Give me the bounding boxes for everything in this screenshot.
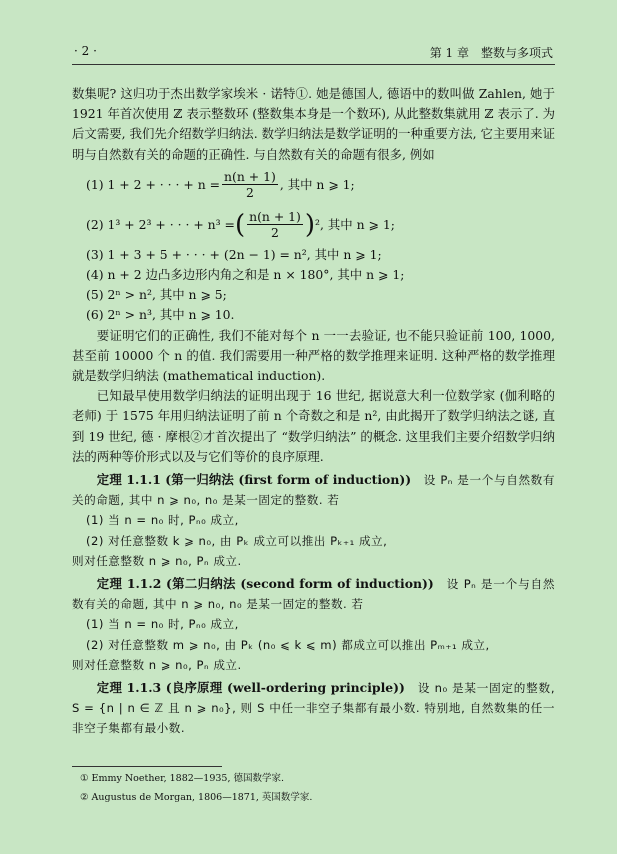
theorem-1-condition-2: (2) 对任意整数 k ⩾ n₀, 由 Pₖ 成立可以推出 Pₖ₊₁ 成立, [86, 533, 388, 548]
header-rule [72, 64, 555, 65]
paragraph-2: 要证明它们的正确性, 我们不能对每个 n 一一去验证, 也不能只验证前 100, 1000, 甚至前 10000 个 n 的值. 我们需要用一种严格的数学推理来证明. 这种严格的数学推理就是数学归纳法 (mathematical induction). [72, 327, 555, 384]
paragraph-3: 已知最早使用数学归纳法的证明出现于 16 世纪, 据说意大利一位数学家 (伽利略的老师) 于 1575 年用归纳法证明了前 n 个奇数之和是 n², 由此揭开了数学归纳法之谜, 直到 19 世纪, 德 · 摩根②才首次提出了 “数学归纳法” 的概念. 这里我们主要介绍数学归纳法的两种等价形式以及与它们等价的良序原理. [72, 388, 555, 464]
theorem-1-text: 设 Pₙ 是一个与自然数有关的命题, 其中 n ⩾ n₀, n₀ 是某一固定的整数. 若 [72, 473, 556, 508]
page-number: · 2 · [74, 44, 97, 58]
theorem-1 [72, 470, 555, 571]
right-paren: ) [304, 209, 316, 240]
footnote-1: ① Emmy Noether, 1882—1935, 德国数学家. [80, 773, 285, 784]
theorem-1-conclusion: 则对任意整数 n ⩾ n₀, Pₙ 成立. [72, 553, 242, 568]
example-5: (5) 2ⁿ > n², 其中 n ⩾ 5; [86, 287, 227, 303]
theorem-1-condition-1: (1) 当 n = n₀ 时, Pₙ₀ 成立, [86, 513, 239, 528]
footnote-rule [72, 766, 222, 767]
theorem-2-conclusion: 则对任意整数 n ⩾ n₀, Pₙ 成立. [72, 657, 242, 672]
fraction: $\frac{n(n + 1)}{2}$ [249, 209, 301, 241]
theorem-3 [72, 678, 555, 739]
left-paren: ( [234, 209, 246, 240]
main-text [72, 84, 555, 739]
example-2: (2) 1³ + 2³ + · · · + n³ = ( $\frac{n(n + 1)}{2}$ ) ², 其中 n ⩾ 1; [86, 209, 395, 241]
fraction: $\frac{n(n + 1)}{2}$ [224, 169, 276, 201]
theorem-2-condition-2: (2) 对任意整数 m ⩾ n₀, 由 Pₖ (n₀ ⩽ k ⩽ m) 都成立可以推出 Pₘ₊₁ 成立, [86, 637, 490, 652]
example-3: (3) 1 + 3 + 5 + · · · + (2n − 1) = n², 其中 n ⩾ 1; [86, 246, 382, 262]
intro-paragraph: 数集呢? 这归功于杰出数学家埃米 · 诺特①. 她是德国人, 德语中的数叫做 Zahlen, 她于 1921 年首次使用 ℤ 表示整数环 (整数集本身是一个数环), 从此整数集就用 ℤ 表示了. 为后文需要, 我们先介绍数学归纳法. 数学归纳法是数学证明的一种重要方法, 它主要用来证明与自然数有关的命题的正确性. 与自然数有关的命题有很多, 例如 [72, 86, 555, 162]
theorem-2-title: 定理 1.1.2 (第二归纳法 (second form of induction)) [96, 576, 434, 592]
example-1: (1) 1 + 2 + · · · + n = $\frac{n(n + 1)}{2}$ , 其中 n ⩾ 1; [86, 169, 355, 201]
theorem-3-text: 设 n₀ 是某一固定的整数, S = {n | n ∈ ℤ 且 n ⩾ n₀}, 则 S 中任一非空子集都有最小数. 特别地, 自然数集的任一非空子集都有最小数. [72, 681, 556, 736]
theorem-2-text: 设 Pₙ 是一个与自然数有关的命题, 其中 n ⩾ n₀, n₀ 是某一固定的整数. 若 [72, 577, 556, 612]
example-4: (4) n + 2 边凸多边形内角之和是 n × 180°, 其中 n ⩾ 1; [86, 267, 405, 283]
footnote-2: ② Augustus de Morgan, 1806—1871, 英国数学家. [80, 792, 313, 803]
chapter-title: 第 1 章 整数与多项式 [429, 46, 553, 60]
theorem-1-title: 定理 1.1.1 (第一归纳法 (first form of induction)) [96, 472, 412, 488]
example-6: (6) 2ⁿ > n³, 其中 n ⩾ 10. [86, 307, 235, 323]
running-header [74, 44, 553, 62]
theorem-2-condition-1: (1) 当 n = n₀ 时, Pₙ₀ 成立, [86, 617, 239, 632]
theorem-3-title: 定理 1.1.3 (良序原理 (well-ordering principle)) [96, 680, 405, 696]
theorem-2 [72, 574, 555, 675]
